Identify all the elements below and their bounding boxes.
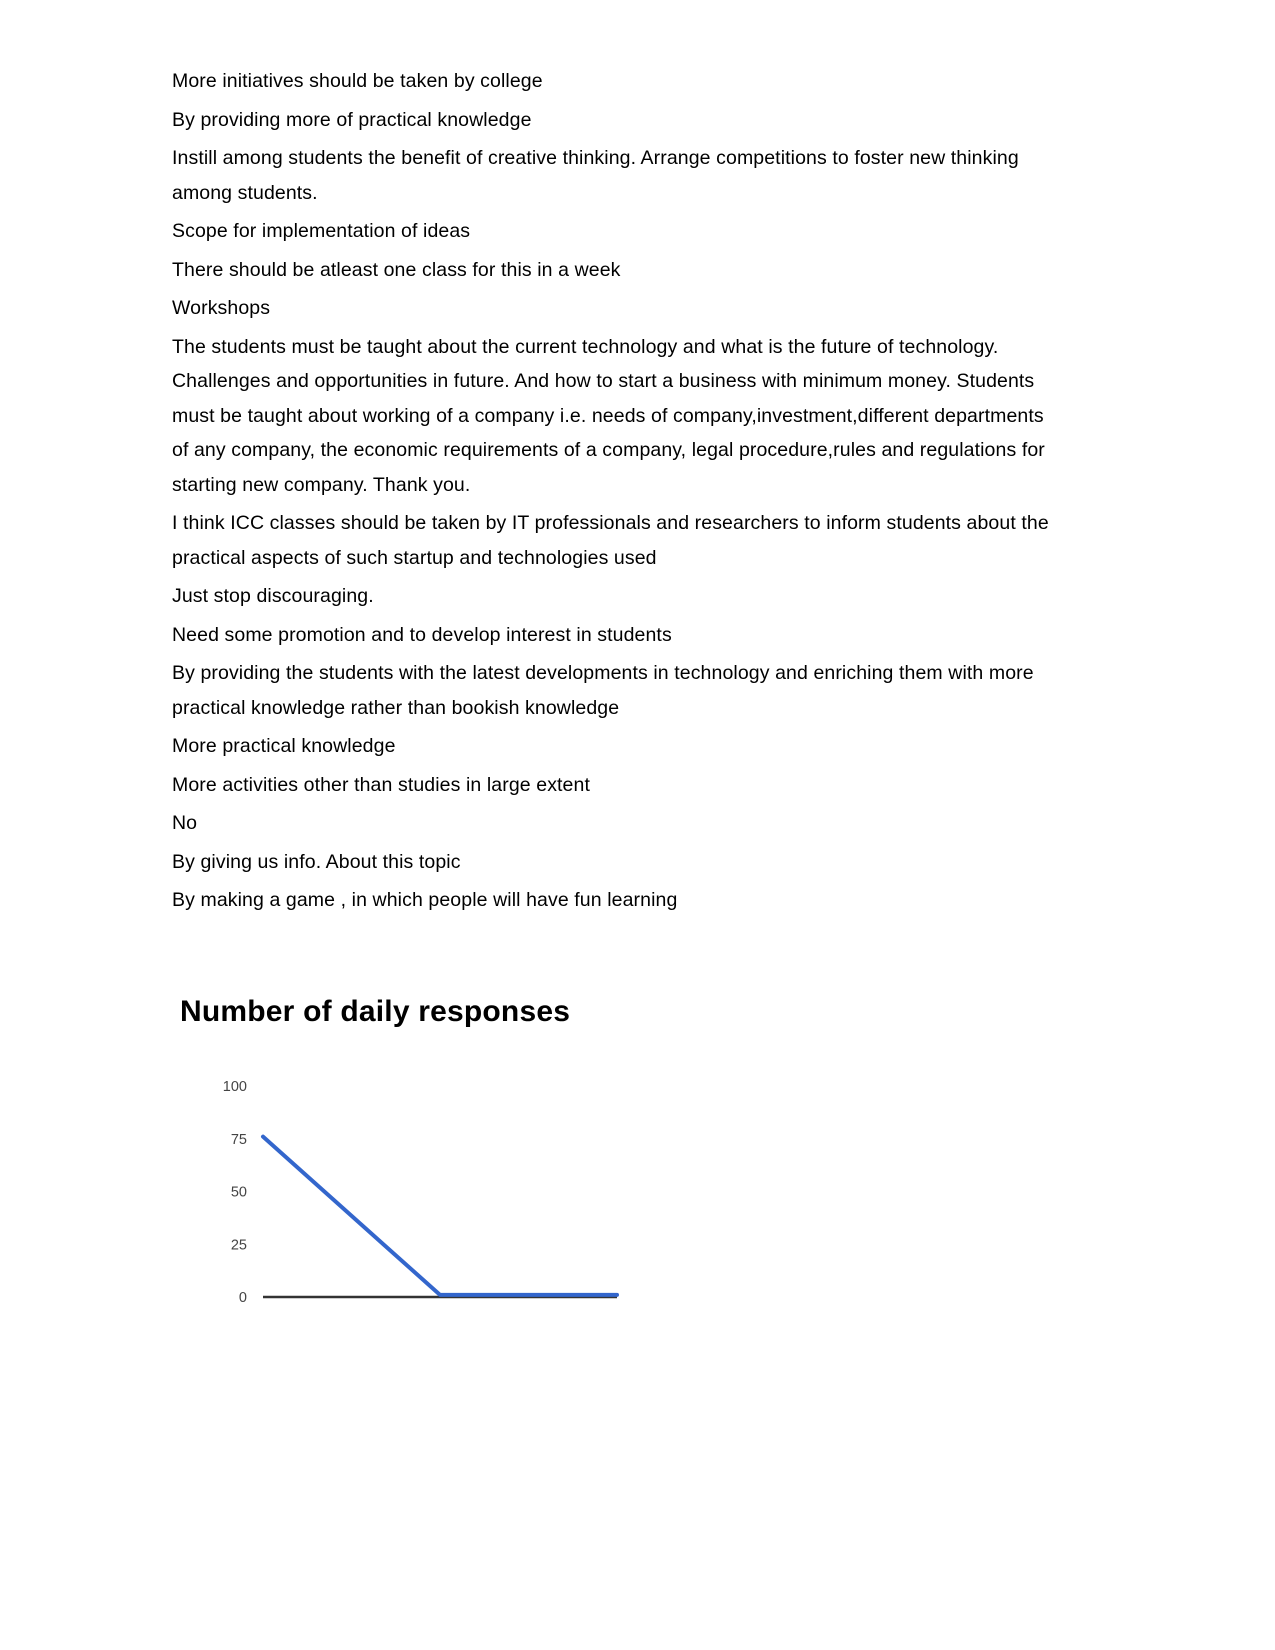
y-tick-label: 75	[230, 1131, 247, 1148]
response-item: No	[172, 812, 198, 834]
y-axis-ticks	[223, 1079, 247, 1306]
response-item: More initiatives should be taken by college	[172, 70, 543, 92]
response-item: By making a game , in which people will have fun learning	[172, 889, 678, 911]
response-item: The students must be taught about the current technology and what is the future of technology. Challenges and opportunities in future. And how to start a business with minimum money. Students must be taught about working of a company i.e. needs of company,investment,different departments of any company, the economic requirements of a company, legal procedure,rules and regulations for starting new company. Thank you.	[172, 335, 1045, 496]
response-item: By providing more of practical knowledge	[172, 108, 532, 131]
y-tick-label: 50	[230, 1184, 247, 1201]
chart-title: Number of daily responses	[180, 995, 571, 1028]
response-item: I think ICC classes should be taken by IT professionals and researchers to inform students about the practical aspects of such startup and technologies used	[172, 512, 1049, 569]
response-item: There should be atleast one class for this in a week	[172, 258, 621, 281]
y-tick-label: 100	[222, 1079, 247, 1095]
response-item: Just stop discouraging.	[172, 585, 374, 607]
response-item: Need some promotion and to develop interest in students	[172, 623, 672, 646]
response-item: By giving us info. About this topic	[172, 850, 461, 873]
response-item: More activities other than studies in large extent	[172, 773, 590, 796]
y-tick-label: 0	[238, 1290, 247, 1306]
response-item: Instill among students the benefit of creative thinking. Arrange competitions to foster new thinking among students.	[172, 147, 1019, 204]
y-tick-label: 25	[230, 1237, 247, 1254]
response-item: By providing the students with the latest developments in technology and enriching them with more practical knowledge rather than bookish knowledge	[172, 662, 1034, 719]
response-item: Workshops	[172, 297, 271, 319]
response-item: Scope for implementation of ideas	[172, 220, 471, 242]
response-item: More practical knowledge	[172, 735, 396, 757]
series-line	[263, 1137, 617, 1295]
